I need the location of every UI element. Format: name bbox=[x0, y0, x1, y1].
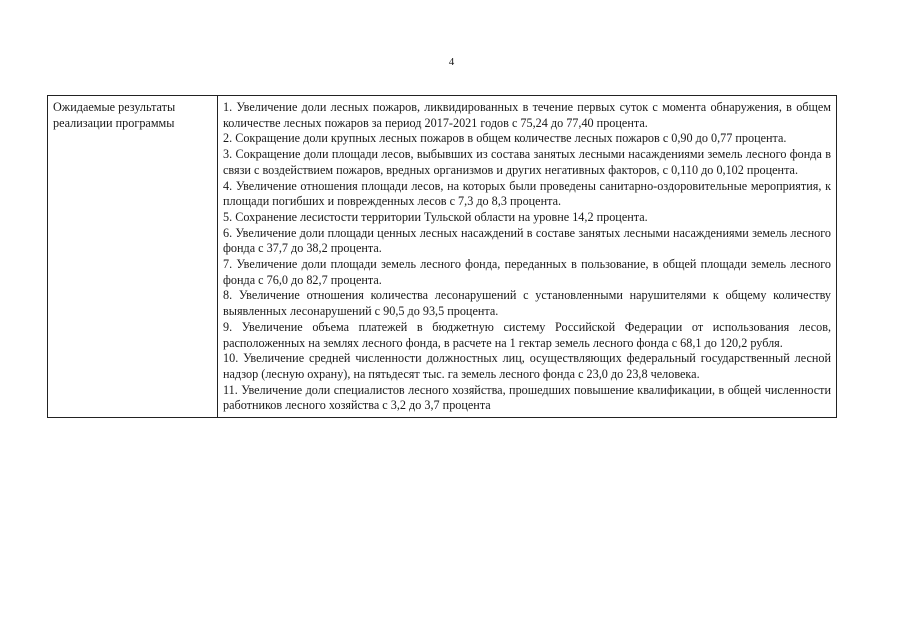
result-item-11: 11. Увеличение доли специалистов лесного хозяйства, прошедших повышение квалификации, в общей численности работников лесного хозяйства с 3,2 до 3,7 процента bbox=[223, 382, 831, 413]
result-item-2: 2. Сокращение доли крупных лесных пожаров в общем количестве лесных пожаров с 0,90 до 0,77 процента. bbox=[223, 131, 787, 146]
result-item-1: 1. Увеличение доли лесных пожаров, ликвидированных в течение первых суток с момента обнаружения, в общем количестве лесных пожаров за период 2017-2021 годов с 75,24 до 77,40 процента. bbox=[223, 100, 831, 130]
row-label-cell: Ожидаемые результаты реализации программы bbox=[48, 96, 218, 418]
result-item-9: 9. Увеличение объема платежей в бюджетную систему Российской Федерации от использования лесов, расположенных на землях лесного фонда, в расчете на 1 гектар земель лесного фонда с 68,1 до 120,2 рубля. bbox=[223, 319, 831, 350]
result-item-6: 6. Увеличение доли площади ценных лесных насаждений в составе занятых лесными насаждениями земель лесного фонда с 37,7 до 38,2 процента. bbox=[223, 225, 831, 256]
result-item-5: 5. Сохранение лесистости территории Тульской области на уровне 14,2 процента. bbox=[223, 209, 648, 224]
program-results-table bbox=[47, 95, 837, 418]
results-list-cell bbox=[218, 96, 837, 418]
result-item-3: 3. Сокращение доли площади лесов, выбывших из состава занятых лесными насаждениями земель лесного фонда в связи с воздействием пожаров, вредных организмов и других негативных факторов, с 0,110 до 0,102 процента. bbox=[223, 147, 831, 177]
table-row bbox=[48, 96, 837, 418]
result-item-8: 8. Увеличение отношения количества лесонарушений с установленными нарушителями к общему количеству выявленных лесонарушений с 90,5 до 93,5 процента. bbox=[223, 288, 831, 319]
result-item-10: 10. Увеличение средней численности должностных лиц, осуществляющих федеральный государственный лесной надзор (лесную охрану), на пятьдесят тыс. га земель лесного фонда с 23,0 до 23,8 человека. bbox=[223, 351, 831, 381]
result-item-7: 7. Увеличение доли площади земель лесного фонда, переданных в пользование, в общей площади земель лесного фонда с 76,0 до 82,7 процента. bbox=[223, 257, 831, 287]
page-number: 4 bbox=[448, 56, 455, 68]
result-item-4: 4. Увеличение отношения площади лесов, на которых были проведены санитарно-оздоровительные мероприятия, к площади погибших и поврежденных лесов с 7,3 до 8,3 процента. bbox=[223, 178, 831, 209]
